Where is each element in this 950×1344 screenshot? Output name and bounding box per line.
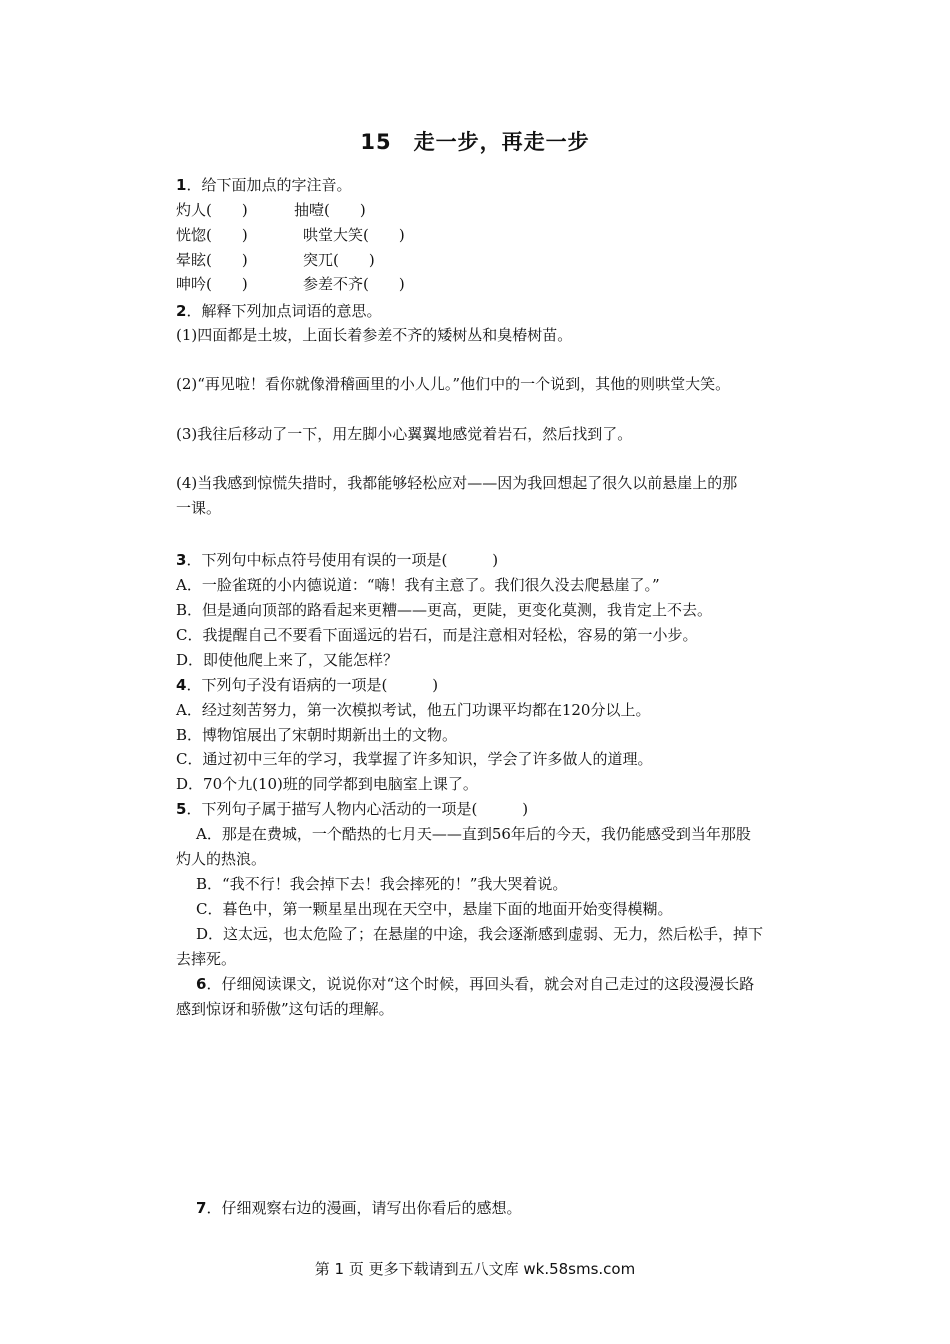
q5-option-b: B．“我不行！我会掉下去！我会摔死的！”我大哭着说。	[196, 875, 568, 893]
q3-prompt: 3．下列句中标点符号使用有误的一项是( )	[176, 551, 499, 569]
q5-option-d-cont: 去摔死。	[176, 950, 237, 968]
q1-item: 参差不齐( )	[303, 275, 405, 293]
q1-item: 晕眩( )	[176, 251, 248, 269]
q4-option-a: A．经过刻苦努力，第一次模拟考试，他五门功课平均都在120分以上。	[176, 701, 651, 719]
q1-item: 呻吟( )	[176, 275, 248, 293]
q1-row-1	[176, 200, 366, 220]
q4-option-d: D．70个九(10)班的同学都到电脑室上课了。	[176, 775, 478, 793]
q4-option-c: C．通过初中三年的学习，我掌握了许多知识，学会了许多做人的道理。	[176, 750, 653, 768]
page-title: 15 走一步，再走一步	[360, 130, 590, 154]
q1-item: 灼人( )	[176, 201, 248, 219]
q5-option-c: C．暮色中，第一颗星星出现在天空中，悬崖下面的地面开始变得模糊。	[196, 900, 673, 918]
q1-row-4	[176, 274, 405, 294]
q3-option-d: D．即使他爬上来了，又能怎样？	[176, 651, 399, 669]
q1-item: 突兀( )	[303, 251, 375, 269]
q5-prompt: 5．下列句子属于描写人物内心活动的一项是( )	[176, 800, 529, 818]
q4-prompt: 4．下列句子没有语病的一项是( )	[176, 676, 439, 694]
q1-item: 抽噎( )	[294, 201, 366, 219]
q2-sentence-4: (4)当我感到惊慌失措时，我都能够轻松应对——因为我回想起了很久以前悬崖上的那	[176, 474, 738, 492]
q1-item: 哄堂大笑( )	[303, 226, 405, 244]
q5-option-a-cont: 灼人的热浪。	[176, 850, 267, 868]
q7-prompt: 7．仔细观察右边的漫画，请写出你看后的感想。	[196, 1199, 522, 1217]
q1-row-2	[176, 225, 405, 245]
q1-row-3	[176, 250, 375, 270]
q2-sentence-2: (2)“再见啦！看你就像滑稽画里的小人儿。”他们中的一个说到，其他的则哄堂大笑。	[176, 375, 731, 393]
q1-item: 恍惚( )	[176, 226, 248, 244]
q1-prompt: 1．给下面加点的字注音。	[176, 176, 352, 194]
page-footer: 第 1 页 更多下载请到五八文库 wk.58sms.com	[314, 1260, 636, 1278]
q4-option-b: B．博物馆展出了宋朝时期新出土的文物。	[176, 726, 458, 744]
q2-sentence-3: (3)我往后移动了一下，用左脚小心翼翼地感觉着岩石，然后找到了。	[176, 425, 633, 443]
q6-prompt-cont: 感到惊讶和骄傲”这句话的理解。	[176, 1000, 394, 1018]
q5-option-d: D．这太远，也太危险了；在悬崖的中途，我会逐渐感到虚弱、无力，然后松手，掉下	[196, 925, 764, 943]
q2-sentence-4-cont: 一课。	[176, 499, 222, 517]
q5-option-a: A．那是在费城，一个酷热的七月天——直到56年后的今天，我仍能感受到当年那股	[196, 825, 751, 843]
q2-prompt: 2．解释下列加点词语的意思。	[176, 302, 382, 320]
q3-option-c: C．我提醒自己不要看下面遥远的岩石，而是注意相对轻松，容易的第一小步。	[176, 626, 698, 644]
q2-sentence-1: (1)四面都是土坡，上面长着参差不齐的矮树丛和臭椿树苗。	[176, 326, 573, 344]
q3-option-b: B．但是通向顶部的路看起来更糟——更高，更陡，更变化莫测，我肯定上不去。	[176, 601, 713, 619]
q3-option-a: A．一脸雀斑的小内德说道：“嗨！我有主意了。我们很久没去爬悬崖了。”	[176, 576, 660, 594]
q6-prompt: 6．仔细阅读课文，说说你对“这个时候，再回头看，就会对自己走过的这段漫漫长路	[196, 975, 755, 993]
